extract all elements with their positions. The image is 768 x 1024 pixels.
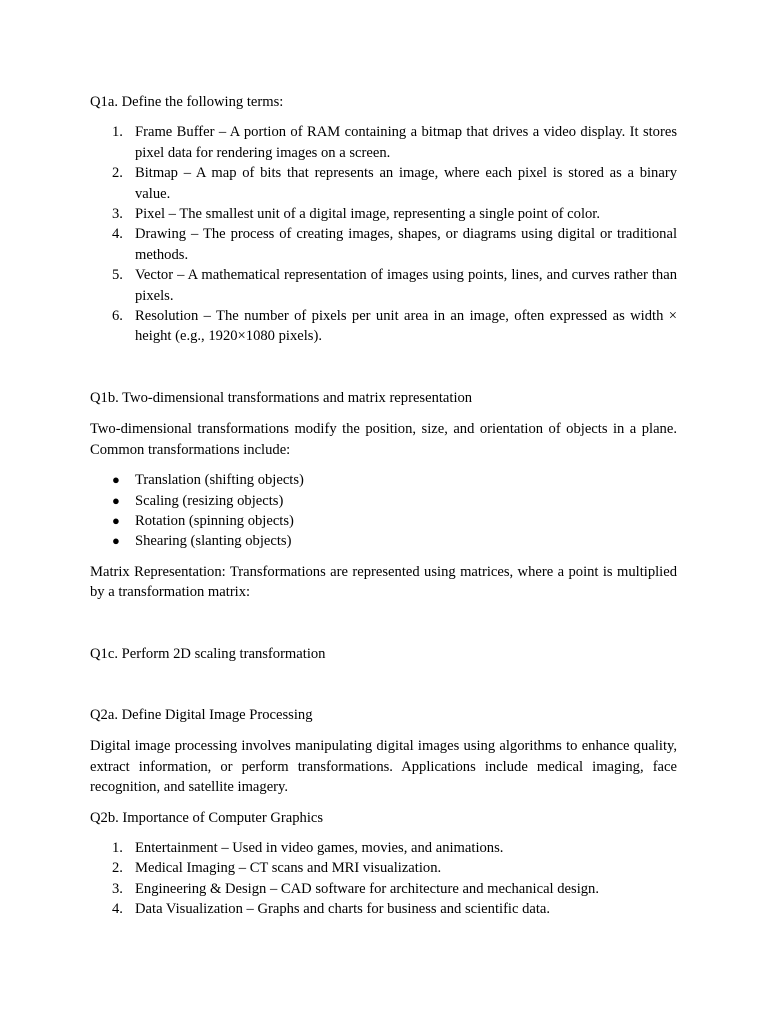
q1b-transformations-list xyxy=(90,470,677,552)
list-item xyxy=(90,531,677,551)
list-item-text: Translation (shifting objects) xyxy=(135,472,304,489)
list-number: 3. xyxy=(112,880,123,897)
q1c-heading: Q1c. Perform 2D scaling transformation xyxy=(90,645,326,662)
document-body xyxy=(90,92,677,920)
list-item xyxy=(90,163,677,204)
list-item-text: Scaling (resizing objects) xyxy=(135,492,284,509)
q2b-importance-list xyxy=(90,838,677,920)
list-item xyxy=(90,306,677,347)
list-number: 1. xyxy=(112,839,123,856)
list-item xyxy=(90,858,677,878)
q1a-definitions-list xyxy=(90,122,677,346)
list-item xyxy=(90,838,677,858)
list-item xyxy=(90,879,677,899)
q2b-heading: Q2b. Importance of Computer Graphics xyxy=(90,809,324,826)
list-item xyxy=(90,470,677,490)
list-item xyxy=(90,265,677,306)
list-item-text: Medical Imaging – CT scans and MRI visualization. xyxy=(135,860,442,877)
list-item-text: Drawing – The process of creating images, shapes, or diagrams using digital or traditional methods. xyxy=(135,226,677,263)
list-item xyxy=(90,224,677,265)
list-item-text: Entertainment – Used in video games, movies, and animations. xyxy=(135,839,504,856)
list-number: 2. xyxy=(112,860,123,877)
q2a-body: Digital image processing involves manipulating digital images using algorithms to enhance quality, extract information, or perform transformations. Applications include medical imaging, face recognition, and satellite imagery. xyxy=(90,738,677,796)
list-item-text: Bitmap – A map of bits that represents an image, where each pixel is stored as a binary value. xyxy=(135,165,677,202)
list-item-text: Resolution – The number of pixels per unit area in an image, often expressed as width × height (e.g., 1920×1080 pixels). xyxy=(135,308,677,345)
list-item-text: Shearing (slanting objects) xyxy=(135,533,292,550)
bullet-icon: ● xyxy=(112,492,120,508)
list-item xyxy=(90,122,677,163)
list-item-text: Vector – A mathematical representation of images using points, lines, and curves rather than pixels. xyxy=(135,267,677,304)
q1b-intro: Two-dimensional transformations modify the position, size, and orientation of objects in a plane. Common transformations include: xyxy=(90,421,677,458)
list-item-text: Frame Buffer – A portion of RAM containing a bitmap that drives a video display. It stores pixel data for rendering images on a screen. xyxy=(135,124,677,161)
list-number: 5. xyxy=(112,267,123,284)
list-item xyxy=(90,511,677,531)
q1a-heading: Q1a. Define the following terms: xyxy=(90,94,284,110)
bullet-icon: ● xyxy=(112,512,120,528)
list-item-text: Rotation (spinning objects) xyxy=(135,512,294,529)
list-item-text: Pixel – The smallest unit of a digital image, representing a single point of color. xyxy=(135,206,601,223)
list-number: 3. xyxy=(112,206,123,223)
list-number: 2. xyxy=(112,165,123,182)
list-item xyxy=(90,491,677,511)
bullet-icon: ● xyxy=(112,533,120,549)
q2a-heading: Q2a. Define Digital Image Processing xyxy=(90,706,313,723)
list-item-text: Engineering & Design – CAD software for architecture and mechanical design. xyxy=(135,880,599,897)
list-item-text: Data Visualization – Graphs and charts for business and scientific data. xyxy=(135,901,551,918)
list-number: 6. xyxy=(112,308,123,325)
list-item xyxy=(90,899,677,919)
q1b-heading: Q1b. Two-dimensional transformations and matrix representation xyxy=(90,389,473,406)
list-item xyxy=(90,204,677,224)
q1b-matrix-text: Matrix Representation: Transformations are represented using matrices, where a point is multiplied by a transformation matrix: xyxy=(90,563,677,601)
list-number: 4. xyxy=(112,901,123,918)
list-number: 4. xyxy=(112,226,123,243)
list-number: 1. xyxy=(112,124,123,141)
bullet-icon: ● xyxy=(112,472,120,488)
